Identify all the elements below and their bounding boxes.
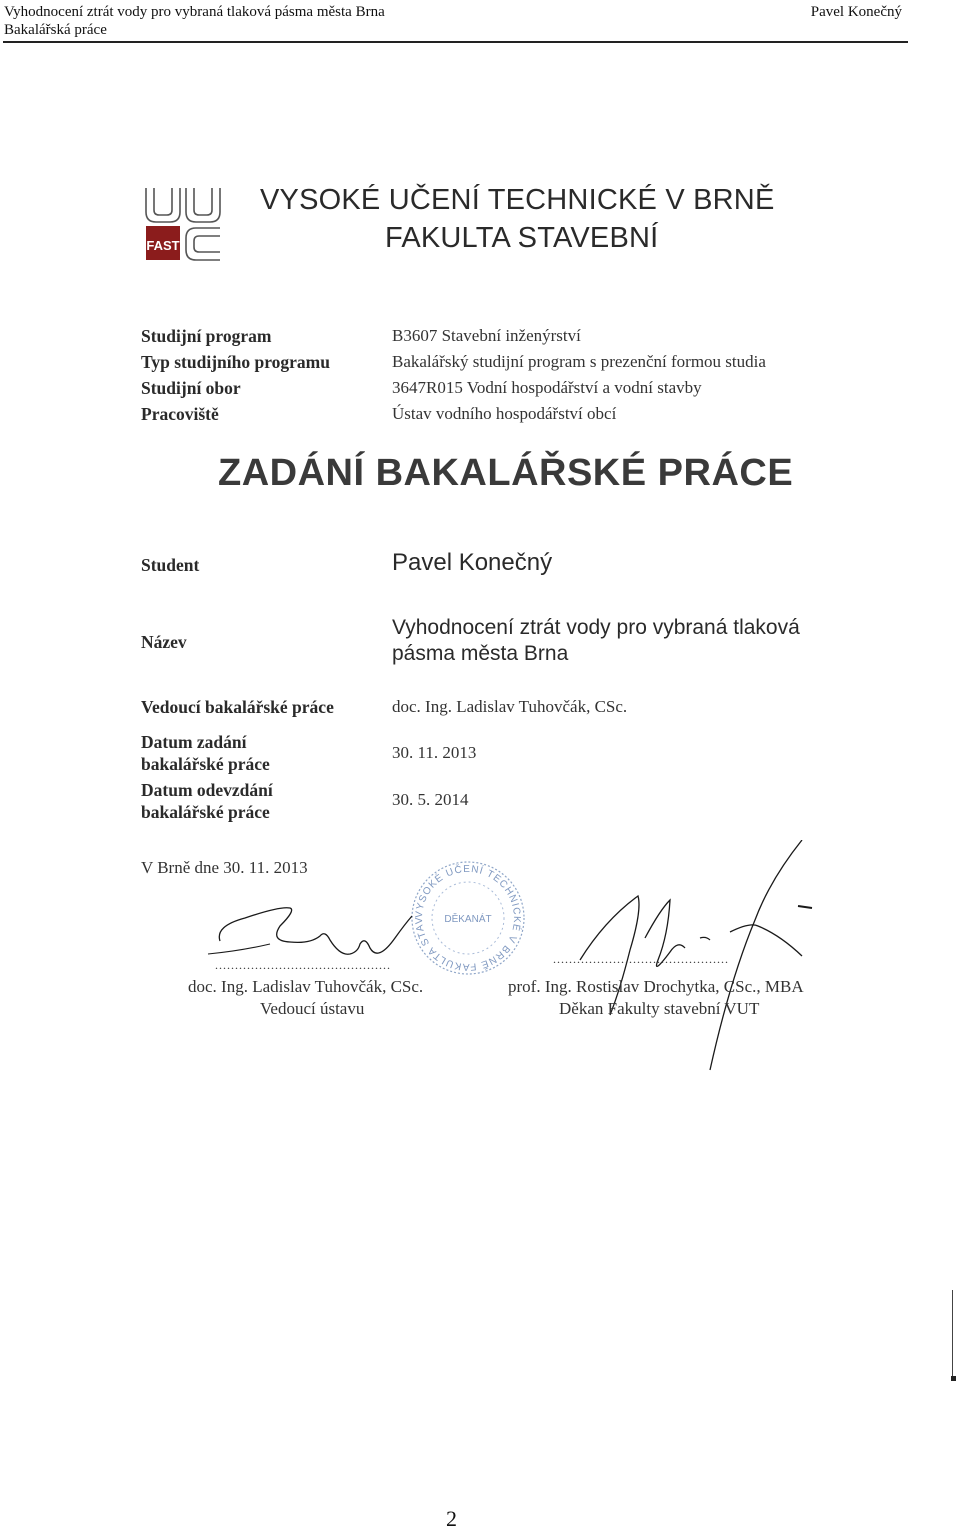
- field-label: Studijní obor: [141, 378, 241, 398]
- submit-date-label-1: Datum odevzdání: [141, 780, 273, 800]
- assigned-date-label-1: Datum zadání: [141, 732, 247, 752]
- stamp-ring-text: VYSOKÉ UČENÍ TECHNICKÉ V BRNĚ FAKULTA STAV: [413, 863, 523, 973]
- program-type-label: Typ studijního programu: [141, 352, 330, 372]
- submit-date-value: 30. 5. 2014: [392, 790, 469, 809]
- page-number: 2: [446, 1506, 457, 1531]
- program-type-value: Bakalářský studijní program s prezenční formou studia: [392, 352, 766, 371]
- scan-edge-line: [952, 1290, 953, 1380]
- header-author: Pavel Konečný: [810, 4, 902, 20]
- university-name: VYSOKÉ UČENÍ TECHNICKÉ V BRNĚ: [260, 184, 775, 216]
- right-signature-line: ............................................: [553, 952, 729, 966]
- right-signer-name: prof. Ing. Rostislav Drochytka, CSc., MBA: [508, 977, 804, 996]
- program-label: Studijní program: [141, 326, 272, 346]
- title-value-line1: Vyhodnocení ztrát vody pro vybraná tlaková: [392, 616, 800, 639]
- logo-fast-text: FAST: [146, 238, 180, 253]
- header-thesis-title: Vyhodnocení ztrát vody pro vybraná tlaková pásma města Brna: [4, 4, 385, 20]
- header-rule: [3, 41, 908, 43]
- stamp-center-text: DĚKANÁT: [444, 914, 492, 925]
- faculty-name: FAKULTA STAVEBNÍ: [385, 222, 659, 254]
- assignment-title: ZADÁNÍ BAKALÁŘSKÉ PRÁCE: [218, 452, 794, 494]
- program-value: B3607 Stavební inženýrství: [392, 326, 581, 345]
- fast-logo: [144, 186, 224, 262]
- scan-edge-mark: [951, 1376, 956, 1381]
- title-label: Název: [141, 632, 187, 652]
- left-signer-name: doc. Ing. Ladislav Tuhovčák, CSc.: [188, 977, 424, 996]
- assigned-date-label-2: bakalářské práce: [141, 754, 270, 774]
- assigned-date-value: 30. 11. 2013: [392, 743, 477, 762]
- place-date: V Brně dne 30. 11. 2013: [141, 858, 308, 877]
- department-label: Pracoviště: [141, 404, 219, 424]
- department-value: Ústav vodního hospodářství obcí: [392, 404, 617, 423]
- header-doc-type: Bakalářská práce: [4, 22, 107, 38]
- title-value-line2: pásma města Brna: [392, 642, 569, 665]
- supervisor-label: Vedoucí bakalářské práce: [141, 697, 334, 717]
- student-label: Student: [141, 555, 200, 575]
- left-signer-role: Vedoucí ústavu: [260, 999, 365, 1018]
- right-signer-role: Děkan Fakulty stavební VUT: [559, 999, 760, 1018]
- supervisor-value: doc. Ing. Ladislav Tuhovčák, CSc.: [392, 697, 628, 716]
- submit-date-label-2: bakalářské práce: [141, 802, 270, 822]
- student-value: Pavel Konečný: [392, 549, 553, 576]
- field-value: 3647R015 Vodní hospodářství a vodní stavby: [392, 378, 702, 397]
- left-signature-line: ............................................: [215, 958, 391, 972]
